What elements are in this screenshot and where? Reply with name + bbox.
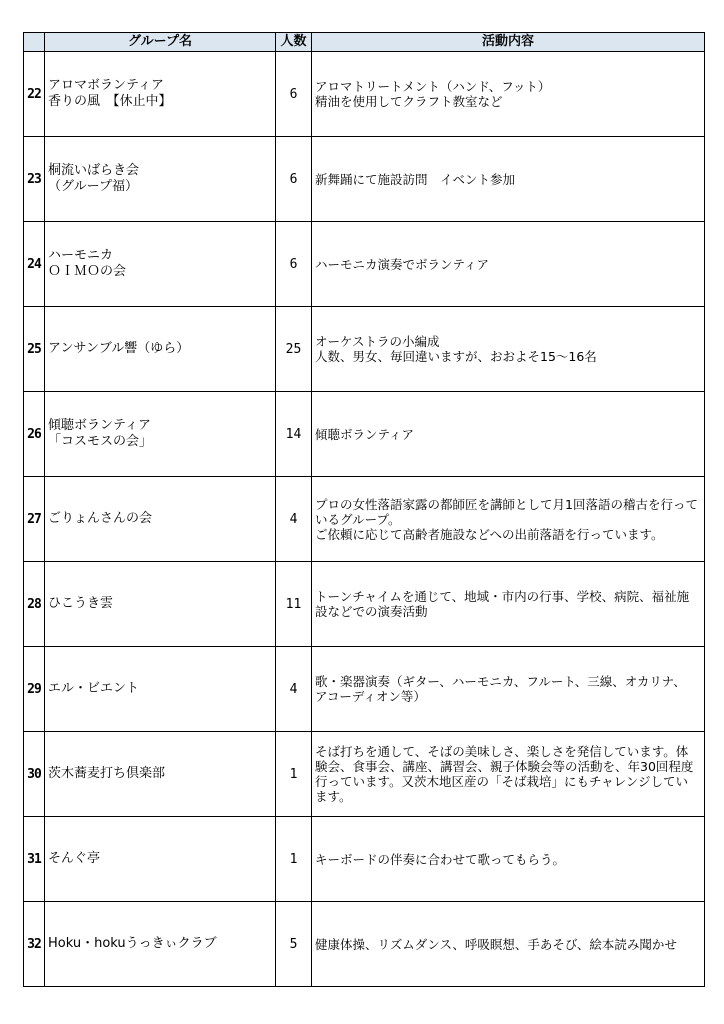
header-people-count: 人数 (276, 33, 312, 52)
row-number: 29 (24, 647, 45, 732)
group-name: エル・ビエント (45, 647, 276, 732)
table-row (24, 902, 705, 987)
table-row (24, 137, 705, 222)
activity-description: アロマトリートメント（ハンド、フット） 精油を使用してクラフト教室など (312, 52, 705, 137)
group-name: ごりょんさんの会 (45, 477, 276, 562)
group-name: ハーモニカ ＯＩＭＯの会 (45, 222, 276, 307)
row-number: 25 (24, 307, 45, 392)
group-name: そんぐ亭 (45, 817, 276, 902)
people-count: 6 (276, 222, 312, 307)
table-row (24, 392, 705, 477)
row-number: 26 (24, 392, 45, 477)
row-number: 30 (24, 732, 45, 817)
activity-description: 健康体操、リズムダンス、呼吸瞑想、手あそび、絵本読み聞かせ (312, 902, 705, 987)
people-count: 4 (276, 477, 312, 562)
people-count: 25 (276, 307, 312, 392)
people-count: 6 (276, 137, 312, 222)
table-header-row (24, 33, 705, 52)
row-number: 27 (24, 477, 45, 562)
activity-description: 傾聴ボランティア (312, 392, 705, 477)
people-count: 4 (276, 647, 312, 732)
row-number: 22 (24, 52, 45, 137)
activity-description: ハーモニカ演奏でボランティア (312, 222, 705, 307)
people-count: 1 (276, 732, 312, 817)
group-name: Hoku・hokuうっきぃクラブ (45, 902, 276, 987)
people-count: 11 (276, 562, 312, 647)
header-number (24, 33, 45, 52)
row-number: 23 (24, 137, 45, 222)
table-row (24, 562, 705, 647)
group-name: 茨木蕎麦打ち倶楽部 (45, 732, 276, 817)
people-count: 5 (276, 902, 312, 987)
volunteer-group-table (23, 32, 705, 987)
activity-description: 新舞踊にて施設訪問 イベント参加 (312, 137, 705, 222)
table-row (24, 817, 705, 902)
group-name: アロマボランティア 香りの風 【休止中】 (45, 52, 276, 137)
group-name: 桐流いばらき会 （グループ福） (45, 137, 276, 222)
activity-description: そば打ちを通して、そばの美味しさ、楽しさを発信しています。体験会、食事会、講座、講習会、親子体験会等の活動を、年30回程度行っています。又茨木地区産の「そば栽培」にもチャレンジしています。 (312, 732, 705, 817)
activity-description: プロの女性落語家露の都師匠を講師として月1回落語の稽古を行っているグループ。 ご依頼に応じて高齢者施設などへの出前落語を行っています。 (312, 477, 705, 562)
people-count: 14 (276, 392, 312, 477)
table-row (24, 52, 705, 137)
row-number: 24 (24, 222, 45, 307)
header-group-name: グループ名 (45, 33, 276, 52)
header-activity: 活動内容 (312, 33, 705, 52)
group-name: 傾聴ボランティア 「コスモスの会」 (45, 392, 276, 477)
activity-description: 歌・楽器演奏（ギター、ハーモニカ、フルート、三線、オカリナ、アコーディオン等） (312, 647, 705, 732)
table-row (24, 732, 705, 817)
activity-description: キーボードの伴奏に合わせて歌ってもらう。 (312, 817, 705, 902)
table-row (24, 647, 705, 732)
row-number: 32 (24, 902, 45, 987)
row-number: 31 (24, 817, 45, 902)
table-row (24, 477, 705, 562)
table-row (24, 307, 705, 392)
activity-description: オーケストラの小編成 人数、男女、毎回違いますが、おおよそ15～16名 (312, 307, 705, 392)
group-name: アンサンブル響（ゆら） (45, 307, 276, 392)
activity-description: トーンチャイムを通じて、地域・市内の行事、学校、病院、福祉施設などでの演奏活動 (312, 562, 705, 647)
people-count: 6 (276, 52, 312, 137)
people-count: 1 (276, 817, 312, 902)
group-name: ひこうき雲 (45, 562, 276, 647)
table-row (24, 222, 705, 307)
row-number: 28 (24, 562, 45, 647)
